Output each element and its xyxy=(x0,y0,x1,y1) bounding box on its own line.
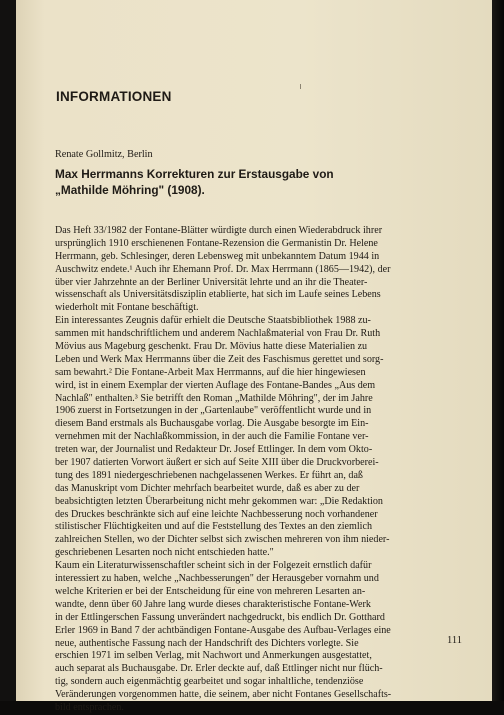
author-line: Renate Gollmitz, Berlin xyxy=(55,149,153,160)
book-page xyxy=(16,0,492,713)
section-heading: INFORMATIONEN xyxy=(56,89,172,104)
scan-mark xyxy=(300,84,301,89)
body-text-line: geschriebenen Lesarten noch nicht entschieden hatte." xyxy=(55,547,274,559)
body-text-line: sammen mit handschriftlichem und anderem Nachlaßmaterial von Frau Dr. Ruth xyxy=(55,328,381,340)
body-text-line: welche Kriterien er bei der Entscheidung für eine von mehreren Lesarten an- xyxy=(55,585,366,597)
body-text-line: Veränderungen vorgenommen hatte, die seinem, aber nicht Fontanes Gesellschafts- xyxy=(55,689,392,701)
body-text-line: 1906 zuerst in Fortsetzungen in der „Gartenlaube" veröffentlicht wurde und in xyxy=(55,405,372,417)
body-text-line: erschien 1971 im selben Verlag, mit Nachwort und Anmerkungen ausgestattet, xyxy=(55,650,372,662)
body-text-line: des Druckes beschränkte sich auf eine leichte Nachbesserung noch vorhandener xyxy=(55,508,378,520)
body-text-line: Mövius aus Mageburg geschenkt. Frau Dr. Mövius hatte diese Materialien zu xyxy=(55,341,368,353)
body-text-line: in der Ettlingerschen Fassung unverändert nachgedruckt, bis endlich Dr. Gotthard xyxy=(55,611,385,623)
body-text-line: zahlreichen Stellen, wo der Dichter selbst sich zwischen mehreren von ihm nieder- xyxy=(55,534,390,546)
body-text-line: tung des 1891 niedergeschriebenen nachgelassenen Werkes. Er führt an, daß xyxy=(55,469,363,481)
body-text-line: interessiert zu haben, welche „Nachbesserungen" der Herausgeber vornahm und xyxy=(55,573,379,585)
body-text-line: wiederholt mit Fontane beschäftigt. xyxy=(55,302,199,314)
body-text-line: neue, authentische Fassung nach der Handschrift des Dichters vorlegte. Sie xyxy=(55,637,359,649)
body-text-line: Nachlaß" enthalten.³ Sie betrifft den Roman „Mathilde Möhring", der im Jahre xyxy=(55,392,373,404)
page-edge-shadow xyxy=(492,0,504,701)
body-text-line: Herrmann, geb. Schlesinger, deren Lebensweg mit unbekanntem Datum 1944 in xyxy=(55,250,380,262)
article-body xyxy=(55,225,473,715)
body-text-line: vernehmen mit der Nachlaßkommission, in der auch die Familie Fontane ver- xyxy=(55,431,369,443)
body-text-line: wird, ist in einem Exemplar der vierten Auflage des Fontane-Bandes „Aus dem xyxy=(55,379,376,391)
body-text-line: ber 1907 datierten Vorwort äußert er sich auf Seite XIII über die Druckvorberei- xyxy=(55,457,379,469)
body-text-line: wissenschaft als Universitätsdisziplin etablierte, hat sich im Laufe seines Lebens xyxy=(55,289,381,301)
body-text-line: wandte, denn über 60 Jahre lang wurde dieses charakteristische Fontane-Werk xyxy=(55,598,371,610)
body-text-line: auch separat als Buchausgabe. Dr. Erler deckte auf, daß Ettlinger nicht nur flüch- xyxy=(55,663,383,675)
body-text-line: tig, sondern auch eigenmächtig gearbeitet und sogar inhaltliche, tendenziöse xyxy=(55,676,364,688)
body-text-line: treten war, der Journalist und Redakteur Dr. Josef Ettlinger. In dem vom Okto- xyxy=(55,444,373,456)
article-title-line: Max Herrmanns Korrekturen zur Erstausgabe von xyxy=(55,167,334,181)
body-text-line: bild entsprachen. xyxy=(55,701,124,713)
article-title-line: „Mathilde Möhring" (1908). xyxy=(55,182,205,197)
body-text-line: Auschwitz endete.¹ Auch ihr Ehemann Prof. Dr. Max Herrmann (1865—1942), der xyxy=(55,263,391,275)
body-text-line: Das Heft 33/1982 der Fontane-Blätter würdigte durch einen Wiederabdruck ihrer xyxy=(55,225,383,236)
article-title xyxy=(55,167,334,198)
page-number: 111 xyxy=(447,635,462,646)
body-text-line: über vier Jahrzehnte an der Berliner Universität lehrte und an ihr die Theater- xyxy=(55,276,368,288)
body-text-line: Leben und Werk Max Herrmanns über die Zeit des Faschismus gerettet und sorg- xyxy=(55,353,384,365)
body-text-line: ursprünglich 1910 erschienenen Fontane-Rezension die Germanistin Dr. Helene xyxy=(55,237,378,249)
body-text-line: Erler 1969 in Band 7 der achtbändigen Fontane-Ausgabe des Aufbau-Verlages eine xyxy=(55,624,391,636)
body-text-line: Ein interessantes Zeugnis dafür erhielt die Deutsche Staatsbibliothek 1988 zu- xyxy=(55,315,371,327)
body-text-line: sam bewahrt.² Die Fontane-Arbeit Max Herrmanns, auf die hier hingewiesen xyxy=(55,366,366,378)
body-text-line: stilistischer Flüchtigkeiten und auf die Feststellung des Textes an den ziemlich xyxy=(55,521,372,533)
body-text-line: beabsichtigten letzten Überarbeitung nicht mehr gekommen war: „Die Redaktion xyxy=(55,495,383,507)
body-text-line: Kaum ein Literaturwissenschaftler scheint sich in der Folgezeit ernstlich dafür xyxy=(55,560,372,572)
body-text-line: diesem Band erstmals als Buchausgabe vorlag. Die Ausgabe besorgte im Ein- xyxy=(55,418,369,430)
body-text-line: das Manuskript vom Dichter mehrfach bearbeitet wurde, daß es aber zu der xyxy=(55,482,360,494)
